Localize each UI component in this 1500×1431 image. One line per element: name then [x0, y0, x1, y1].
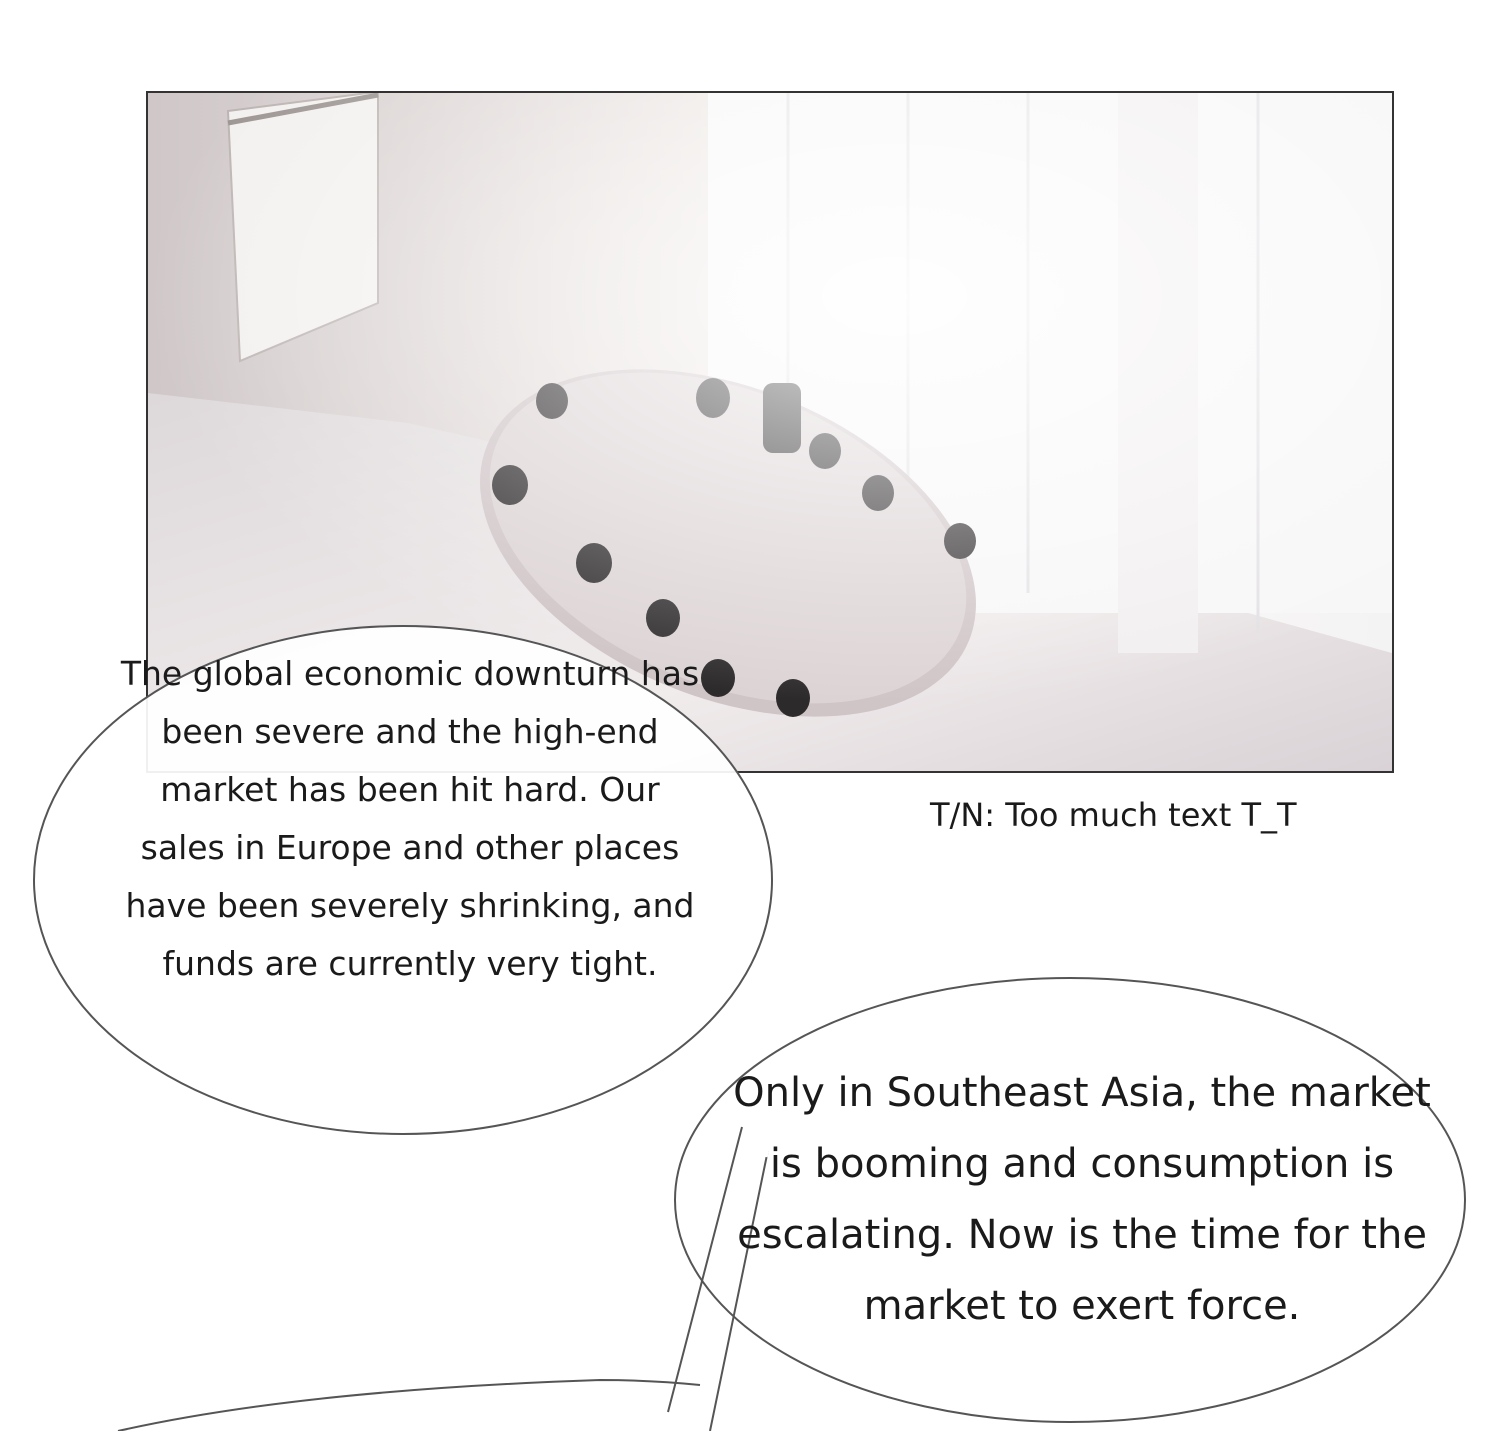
- speech-bubble-3-edge: [118, 1380, 700, 1431]
- speech-bubble-1-text: The global economic downturn has been severe and the high-end market has been hit hard. Our sales in Europe and other places have been severely shrinking, and funds are currently very tight.: [120, 654, 700, 983]
- speech-bubble-2-text: Only in Southeast Asia, the market is booming and consumption is escalating. Now is the time for the market to exert force.: [733, 1070, 1431, 1329]
- translator-note: T/N: Too much text T_T: [930, 796, 1297, 834]
